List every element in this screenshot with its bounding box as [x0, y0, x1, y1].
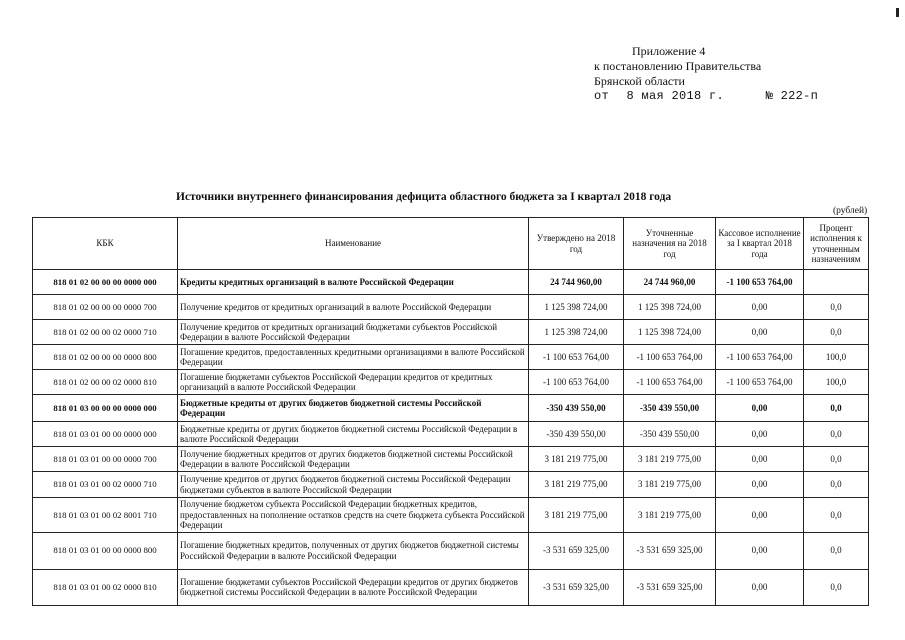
kbk-cell: 818 01 02 00 00 02 0000 810 — [33, 370, 178, 395]
table-row — [33, 447, 869, 472]
kbk-cell: 818 01 02 00 00 02 0000 710 — [33, 320, 178, 345]
percent-cell: 0,0 — [804, 532, 869, 569]
cash-cell: 0,00 — [716, 422, 804, 447]
kbk-cell: 818 01 03 01 00 02 0000 710 — [33, 472, 178, 498]
refined-cell: -3 531 659 325,00 — [624, 569, 716, 605]
cash-cell: 0,00 — [716, 569, 804, 605]
scan-mark — [896, 8, 899, 17]
kbk-cell: 818 01 03 01 00 00 0000 700 — [33, 447, 178, 472]
col-header-kbk: КБК — [33, 218, 178, 270]
cash-cell: 0,00 — [716, 295, 804, 320]
units-label: (рублей) — [833, 206, 868, 216]
percent-cell: 0,0 — [804, 422, 869, 447]
cash-cell: 0,00 — [716, 395, 804, 422]
approved-cell: 3 181 219 775,00 — [529, 447, 624, 472]
cash-cell: 0,00 — [716, 498, 804, 533]
name-cell: Погашение бюджетами субъектов Российской Федерации кредитов от кредитных организаций в валюте Российской Федерации — [178, 370, 529, 395]
cash-cell: -1 100 653 764,00 — [716, 270, 804, 295]
table-row — [33, 472, 869, 498]
refined-cell: 24 744 960,00 — [624, 270, 716, 295]
refined-cell: -1 100 653 764,00 — [624, 345, 716, 370]
name-cell: Погашение кредитов, предоставленных кредитными организациями в валюте Российской Федерации — [178, 345, 529, 370]
refined-cell: -350 439 550,00 — [624, 395, 716, 422]
col-header-approved: Утверждено на 2018 год — [529, 218, 624, 270]
name-cell: Получение кредитов от кредитных организаций бюджетами субъектов Российской Федерации в валюте Российской Федерации — [178, 320, 529, 345]
percent-cell: 0,0 — [804, 498, 869, 533]
approved-cell: 1 125 398 724,00 — [529, 320, 624, 345]
approved-cell: -1 100 653 764,00 — [529, 370, 624, 395]
table-header-row — [33, 218, 869, 270]
kbk-cell: 818 01 03 00 00 00 0000 000 — [33, 395, 178, 422]
table-row — [33, 498, 869, 533]
refined-cell: 1 125 398 724,00 — [624, 295, 716, 320]
approved-cell: -350 439 550,00 — [529, 395, 624, 422]
approved-cell: 1 125 398 724,00 — [529, 295, 624, 320]
percent-cell: 0,0 — [804, 569, 869, 605]
percent-cell — [804, 270, 869, 295]
percent-cell: 0,0 — [804, 447, 869, 472]
cash-cell: 0,00 — [716, 532, 804, 569]
name-cell: Кредиты кредитных организаций в валюте Российской Федерации — [178, 270, 529, 295]
appendix-decree: к постановлению Правительства — [594, 59, 762, 73]
approved-cell: -350 439 550,00 — [529, 422, 624, 447]
decree-number: № 222-п — [765, 89, 819, 103]
kbk-cell: 818 01 02 00 00 00 0000 800 — [33, 345, 178, 370]
name-cell: Погашение бюджетами субъектов Российской Федерации кредитов от других бюджетов бюджетной системы Российской Федерации в валюте Российской Федерации — [178, 569, 529, 605]
table-row — [33, 569, 869, 605]
appendix-region: Брянской области — [594, 74, 685, 88]
appendix-label: Приложение 4 — [632, 44, 706, 58]
percent-cell: 100,0 — [804, 345, 869, 370]
name-cell: Погашение бюджетных кредитов, полученных от других бюджетов бюджетной системы Российской Федерации в валюте Российской Федерации — [178, 532, 529, 569]
date-prefix: от — [594, 89, 610, 103]
kbk-cell: 818 01 03 01 00 02 0000 810 — [33, 569, 178, 605]
percent-cell: 0,0 — [804, 395, 869, 422]
table-row — [33, 395, 869, 422]
name-cell: Получение кредитов от кредитных организаций в валюте Российской Федерации — [178, 295, 529, 320]
financing-table — [32, 217, 869, 606]
refined-cell: 3 181 219 775,00 — [624, 498, 716, 533]
table-row — [33, 270, 869, 295]
refined-cell: 3 181 219 775,00 — [624, 447, 716, 472]
name-cell: Получение кредитов от других бюджетов бюджетной системы Российской Федерации бюджетами субъектов в валюте Российской Федерации — [178, 472, 529, 498]
decree-date: 8 мая 2018 г. — [626, 89, 725, 103]
table-body — [33, 270, 869, 606]
cash-cell: -1 100 653 764,00 — [716, 345, 804, 370]
col-header-cash: Кассовое исполнение за I квартал 2018 года — [716, 218, 804, 270]
document-title: Источники внутреннего финансирования дефицита областного бюджета за I квартал 2018 года — [176, 191, 672, 203]
kbk-cell: 818 01 02 00 00 00 0000 700 — [33, 295, 178, 320]
approved-cell: -3 531 659 325,00 — [529, 569, 624, 605]
approved-cell: 3 181 219 775,00 — [529, 472, 624, 498]
col-header-percent: Процент исполнения к уточненным назначениям — [804, 218, 869, 270]
approved-cell: 3 181 219 775,00 — [529, 498, 624, 533]
refined-cell: -1 100 653 764,00 — [624, 370, 716, 395]
percent-cell: 0,0 — [804, 472, 869, 498]
table-row — [33, 295, 869, 320]
percent-cell: 0,0 — [804, 320, 869, 345]
name-cell: Бюджетные кредиты от других бюджетов бюджетной системы Российской Федерации — [178, 395, 529, 422]
name-cell: Получение бюджетом субъекта Российской Федерации бюджетных кредитов, предоставленных на пополнение остатков средств на счете бюджета субъекта Российской Федерации — [178, 498, 529, 533]
approved-cell: 24 744 960,00 — [529, 270, 624, 295]
refined-cell: -3 531 659 325,00 — [624, 532, 716, 569]
cash-cell: 0,00 — [716, 447, 804, 472]
kbk-cell: 818 01 03 01 00 02 8001 710 — [33, 498, 178, 533]
refined-cell: -350 439 550,00 — [624, 422, 716, 447]
name-cell: Получение бюджетных кредитов от других бюджетов бюджетной системы Российской Федерации в валюте Российской Федерации — [178, 447, 529, 472]
appendix-header — [594, 44, 818, 104]
kbk-cell: 818 01 03 01 00 00 0000 800 — [33, 532, 178, 569]
approved-cell: -3 531 659 325,00 — [529, 532, 624, 569]
name-cell: Бюджетные кредиты от других бюджетов бюджетной системы Российской Федерации в валюте Российской Федерации — [178, 422, 529, 447]
col-header-name: Наименование — [178, 218, 529, 270]
cash-cell: 0,00 — [716, 472, 804, 498]
refined-cell: 3 181 219 775,00 — [624, 472, 716, 498]
kbk-cell: 818 01 02 00 00 00 0000 000 — [33, 270, 178, 295]
appendix-date-line — [594, 89, 818, 104]
kbk-cell: 818 01 03 01 00 00 0000 000 — [33, 422, 178, 447]
table-row — [33, 320, 869, 345]
percent-cell: 100,0 — [804, 370, 869, 395]
refined-cell: 1 125 398 724,00 — [624, 320, 716, 345]
cash-cell: 0,00 — [716, 320, 804, 345]
percent-cell: 0,0 — [804, 295, 869, 320]
table-row — [33, 345, 869, 370]
table-row — [33, 422, 869, 447]
table-row — [33, 532, 869, 569]
cash-cell: -1 100 653 764,00 — [716, 370, 804, 395]
table-row — [33, 370, 869, 395]
approved-cell: -1 100 653 764,00 — [529, 345, 624, 370]
col-header-refined: Уточненные назначения на 2018 год — [624, 218, 716, 270]
